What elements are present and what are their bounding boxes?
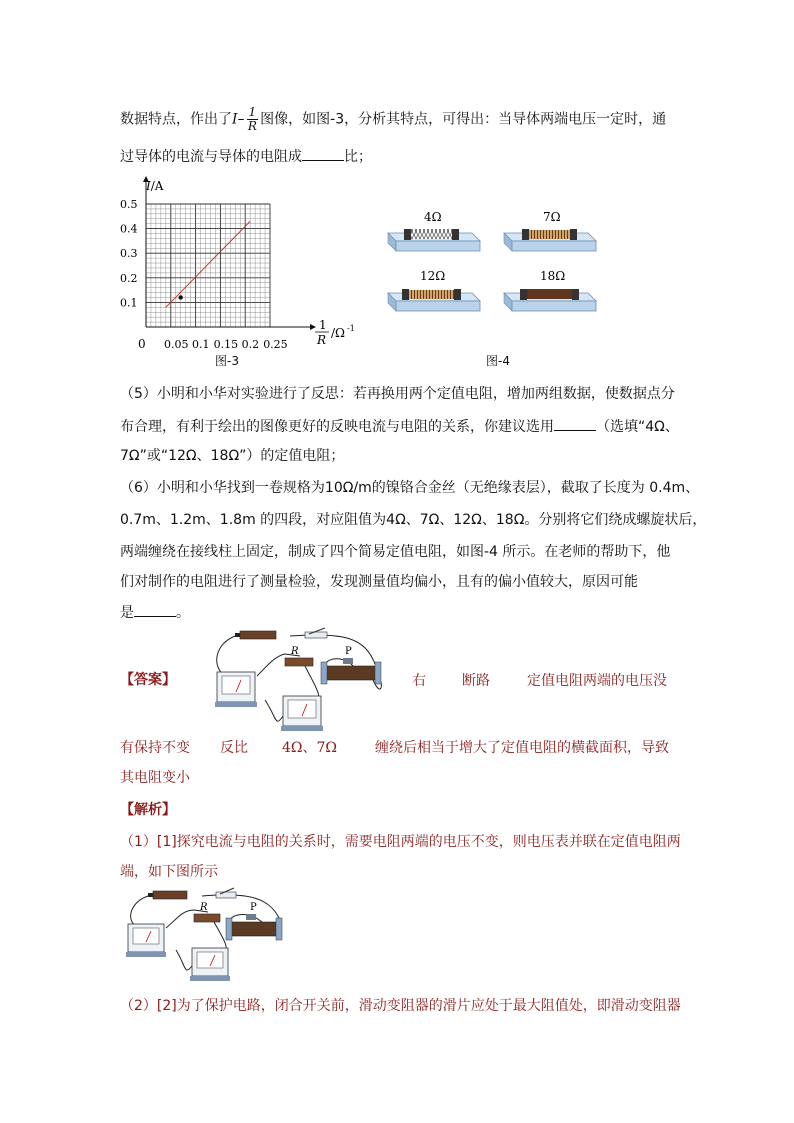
analysis-line: （2）[2]为了保护电路，闭合开关前，滑动变阻器的滑片应处于最大阻值处，即滑动变阻器 <box>120 998 681 1014</box>
answer-7-line1: 缠绕后相当于增大了定值电阻的横截面积，导致 <box>375 740 670 756</box>
figure-3-caption: 图-3 <box>215 354 239 368</box>
series-line <box>166 221 250 307</box>
ammeter-icon <box>215 672 257 707</box>
q5-line: （5）小明和小华对实验进行了反思：若再换用两个定值电阻，增加两组数据，使数据点分 <box>120 386 675 402</box>
y-axis-label: I/A <box>146 179 164 193</box>
voltmeter-icon <box>281 696 323 731</box>
analysis-circuit-diagram <box>120 884 295 984</box>
resistor-board-4ohm <box>388 210 480 251</box>
resistor-label: 4Ω <box>424 210 442 224</box>
x-axis-arrow <box>310 324 316 330</box>
answer-label: 【答案】 <box>120 672 176 688</box>
q5-line <box>120 416 679 437</box>
x-tick-label: 0.2 <box>241 338 260 351</box>
y-tick-label: 0.5 <box>120 198 138 211</box>
x-tick-label: 0.15 <box>213 338 239 351</box>
circuit-label-P: P <box>250 902 257 913</box>
graph-ticks <box>120 198 288 351</box>
answer-blank <box>302 146 344 161</box>
paragraph-line <box>120 106 666 133</box>
answer-blank <box>134 602 176 617</box>
x-axis-label-exp: -1 <box>347 324 355 333</box>
fraction-1-over-R: $\frac{1}{R}$ <box>247 105 257 133</box>
y-tick-label: 0.1 <box>120 296 138 310</box>
q5-line: 7Ω”或“12Ω、18Ω”）的定值电阻； <box>120 448 345 464</box>
x-axis-label-den: R <box>317 333 327 347</box>
text: 是 <box>120 605 134 621</box>
answer-7-line2: 其电阻变小 <box>120 770 190 786</box>
graph-series <box>166 221 250 307</box>
text: 过导体的电流与导体的电阻成 <box>120 149 302 165</box>
q6-line <box>120 602 190 623</box>
x-axis-label-unit: /Ω <box>331 326 345 340</box>
x-tick-label: 0.25 <box>263 338 288 351</box>
text: 。 <box>176 605 190 621</box>
answer-4-line1: 定值电阻两端的电压没 <box>527 673 667 689</box>
resistor-board-7ohm <box>504 210 596 251</box>
q6-line: 0.7m、1.2m、1.8m 的四段，对应阻值为4Ω、7Ω、12Ω、18Ω。分别将它们绕成螺旋状后， <box>120 512 707 528</box>
figure-4-resistors <box>380 205 605 320</box>
answer-6: 4Ω、7Ω <box>282 740 338 756</box>
x-tick-label: 0.05 <box>164 338 189 351</box>
x-axis-label-num: 1 <box>319 318 327 332</box>
text: 数据特点，作出了 <box>120 111 232 128</box>
q6-line: 两端缠绕在接线柱上固定，制成了四个简易定值电阻，如图-4 所示。在老师的帮助下，他 <box>120 544 671 560</box>
data-point <box>179 295 183 299</box>
answer-3: 断路 <box>462 673 490 689</box>
paragraph-line <box>120 146 372 167</box>
answer-5: 反比 <box>220 740 248 756</box>
analysis-line: 端，如下图所示 <box>120 864 218 880</box>
rheostat-icon <box>321 646 381 684</box>
analysis-label: 【解析】 <box>120 802 176 818</box>
var-I: I <box>232 111 238 128</box>
rheostat-icon <box>226 902 282 940</box>
circuit-label-R: R <box>291 646 299 657</box>
x-tick-label: 0.1 <box>192 338 210 351</box>
resistor-label: 12Ω <box>420 269 446 283</box>
text: 图像，如图-3，分析其特点，可得出：当导体两端电压一定时，通 <box>260 111 667 128</box>
figure-3-graph <box>110 172 360 357</box>
analysis-line: （1）[1]探究电流与电阻的关系时，需要电阻两端的电压不变，则电压表并联在定值电阻两 <box>120 834 681 850</box>
ammeter-icon <box>126 924 166 957</box>
voltmeter-icon <box>190 948 230 981</box>
resistor-board-12ohm <box>388 269 480 311</box>
origin-label: 0 <box>138 337 146 351</box>
resistor-board-18ohm <box>504 269 596 311</box>
answer-circuit-diagram <box>205 626 390 738</box>
text: （选填“4Ω、 <box>596 419 679 435</box>
resistor-label: 7Ω <box>543 210 561 224</box>
answer-blank <box>554 416 596 431</box>
text: 比； <box>344 149 372 165</box>
graph-grid <box>146 204 270 327</box>
q6-line: （6）小明和小华找到一卷规格为10Ω/m的镍铬合金丝（无绝缘表层），截取了长度为 0.4m、 <box>120 480 700 496</box>
y-tick-label: 0.3 <box>120 247 138 261</box>
circuit-label-P: P <box>345 646 352 657</box>
figure-4-caption: 图-4 <box>486 354 510 368</box>
y-tick-label: 0.4 <box>120 222 138 236</box>
answer-2: 右 <box>412 673 426 689</box>
answer-line <box>120 738 669 758</box>
resistor-label: 18Ω <box>540 269 566 283</box>
dash: – <box>237 111 245 128</box>
q6-line: 们对制作的电阻进行了测量检验，发现测量值均偏小，且有的偏小值较大，原因可能 <box>120 574 638 590</box>
text: 布合理，有利于绘出的图像更好的反映电流与电阻的关系，你建议选用 <box>120 419 554 435</box>
circuit-label-R: R <box>200 902 208 913</box>
y-tick-label: 0.2 <box>120 271 138 285</box>
answer-4-line2: 有保持不变 <box>120 740 190 756</box>
